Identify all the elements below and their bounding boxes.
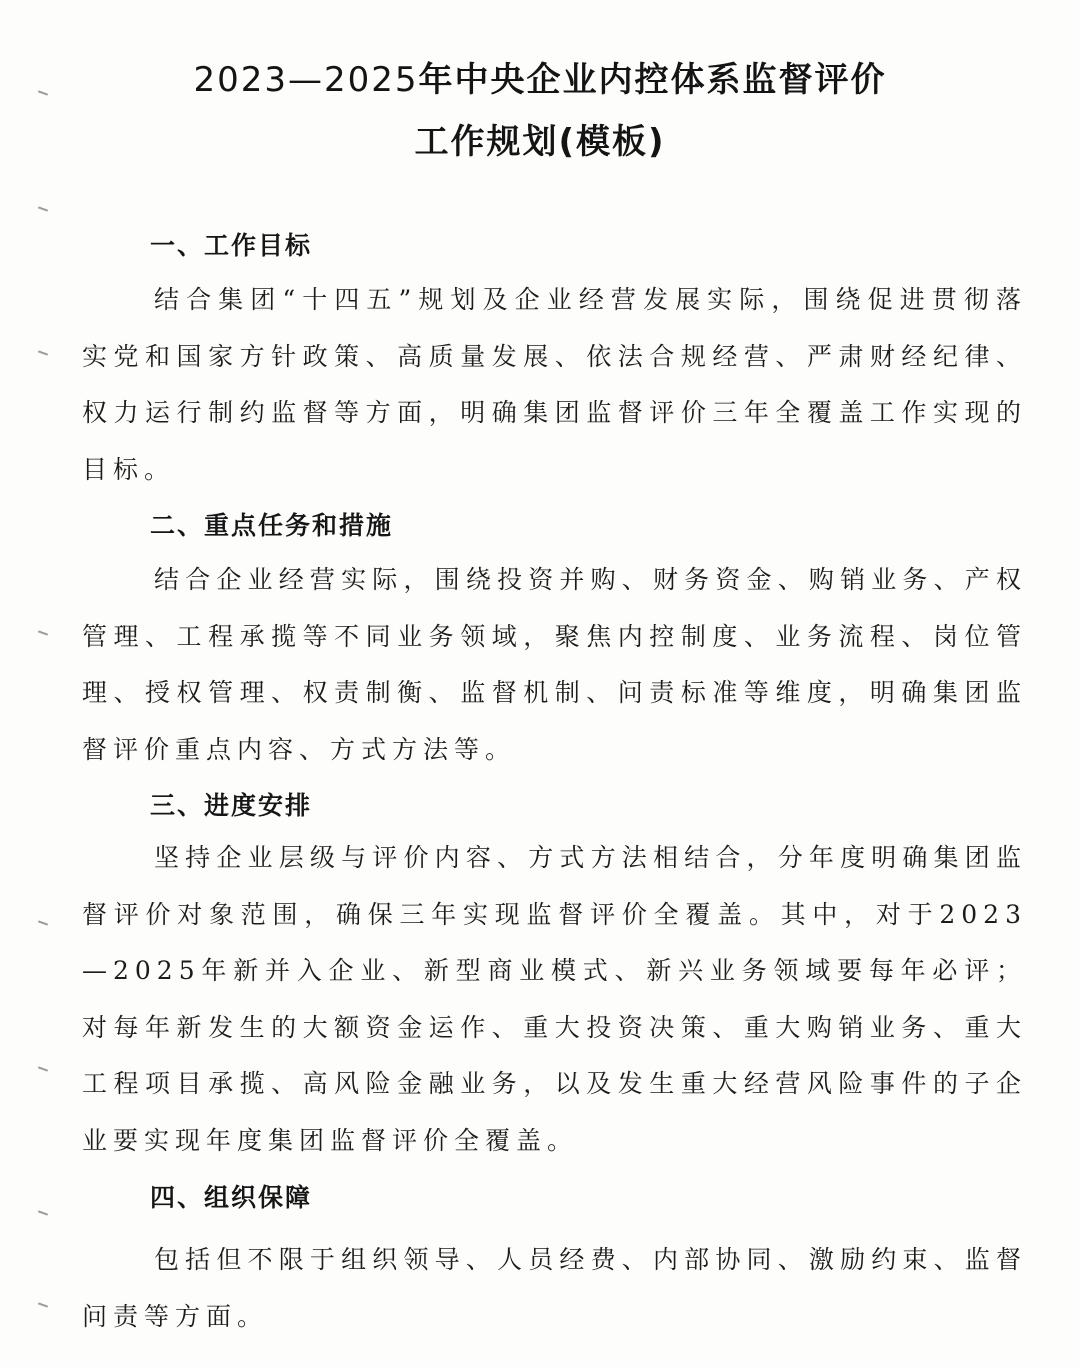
title-year-range: 2023—2025 [193, 60, 419, 100]
section-body-tasks: 结合企业经营实际，围绕投资并购、财务资金、购销业务、产权管理、工程承揽等不同业务领域，聚焦内控制度、业务流程、岗位管理、授权管理、权责制衡、监督机制、问责标准等维度，明确集团监督评价重点内容、方式方法等。 [82, 565, 1027, 764]
title-main-text: 年中央企业内控体系监督评价 [418, 60, 887, 100]
margin-scan-mark [38, 1302, 48, 1307]
section-heading-tasks: 二、重点任务和措施 [150, 511, 394, 540]
margin-scan-mark [38, 1066, 48, 1071]
margin-scan-mark [38, 1210, 48, 1215]
section-body-goals: 结合集团“十四五”规划及企业经营发展实际，围绕促进贯彻落实党和国家方针政策、高质量发展、依法合规经营、严肃财经纪律、权力运行制约监督等方面，明确集团监督评价三年全覆盖工作实现的目标。 [82, 285, 1027, 484]
margin-scan-mark [38, 206, 48, 211]
document-title-line-2: 工作规划(模板) [414, 122, 666, 162]
margin-scan-mark [38, 630, 48, 635]
margin-scan-mark [38, 920, 48, 925]
section-heading-schedule: 三、进度安排 [150, 791, 313, 820]
document-title-line-1 [0, 52, 1080, 101]
margin-scan-mark [38, 350, 48, 355]
section-body-schedule: 坚持企业层级与评价内容、方式方法相结合，分年度明确集团监督评价对象范围，确保三年实现监督评价全覆盖。其中，对于2023—2025年新并入企业、新型商业模式、新兴业务领域要每年必评；对每年新发生的大额资金运作、重大投资决策、重大购销业务、重大工程项目承揽、高风险金融业务，以及发生重大经营风险事件的子企业要实现年度集团监督评价全覆盖。 [82, 843, 1027, 1155]
section-heading-organization: 四、组织保障 [150, 1183, 313, 1212]
section-body-organization: 包括但不限于组织领导、人员经费、内部协同、激励约束、监督问责等方面。 [82, 1245, 1027, 1331]
section-heading-goals: 一、工作目标 [150, 231, 313, 260]
